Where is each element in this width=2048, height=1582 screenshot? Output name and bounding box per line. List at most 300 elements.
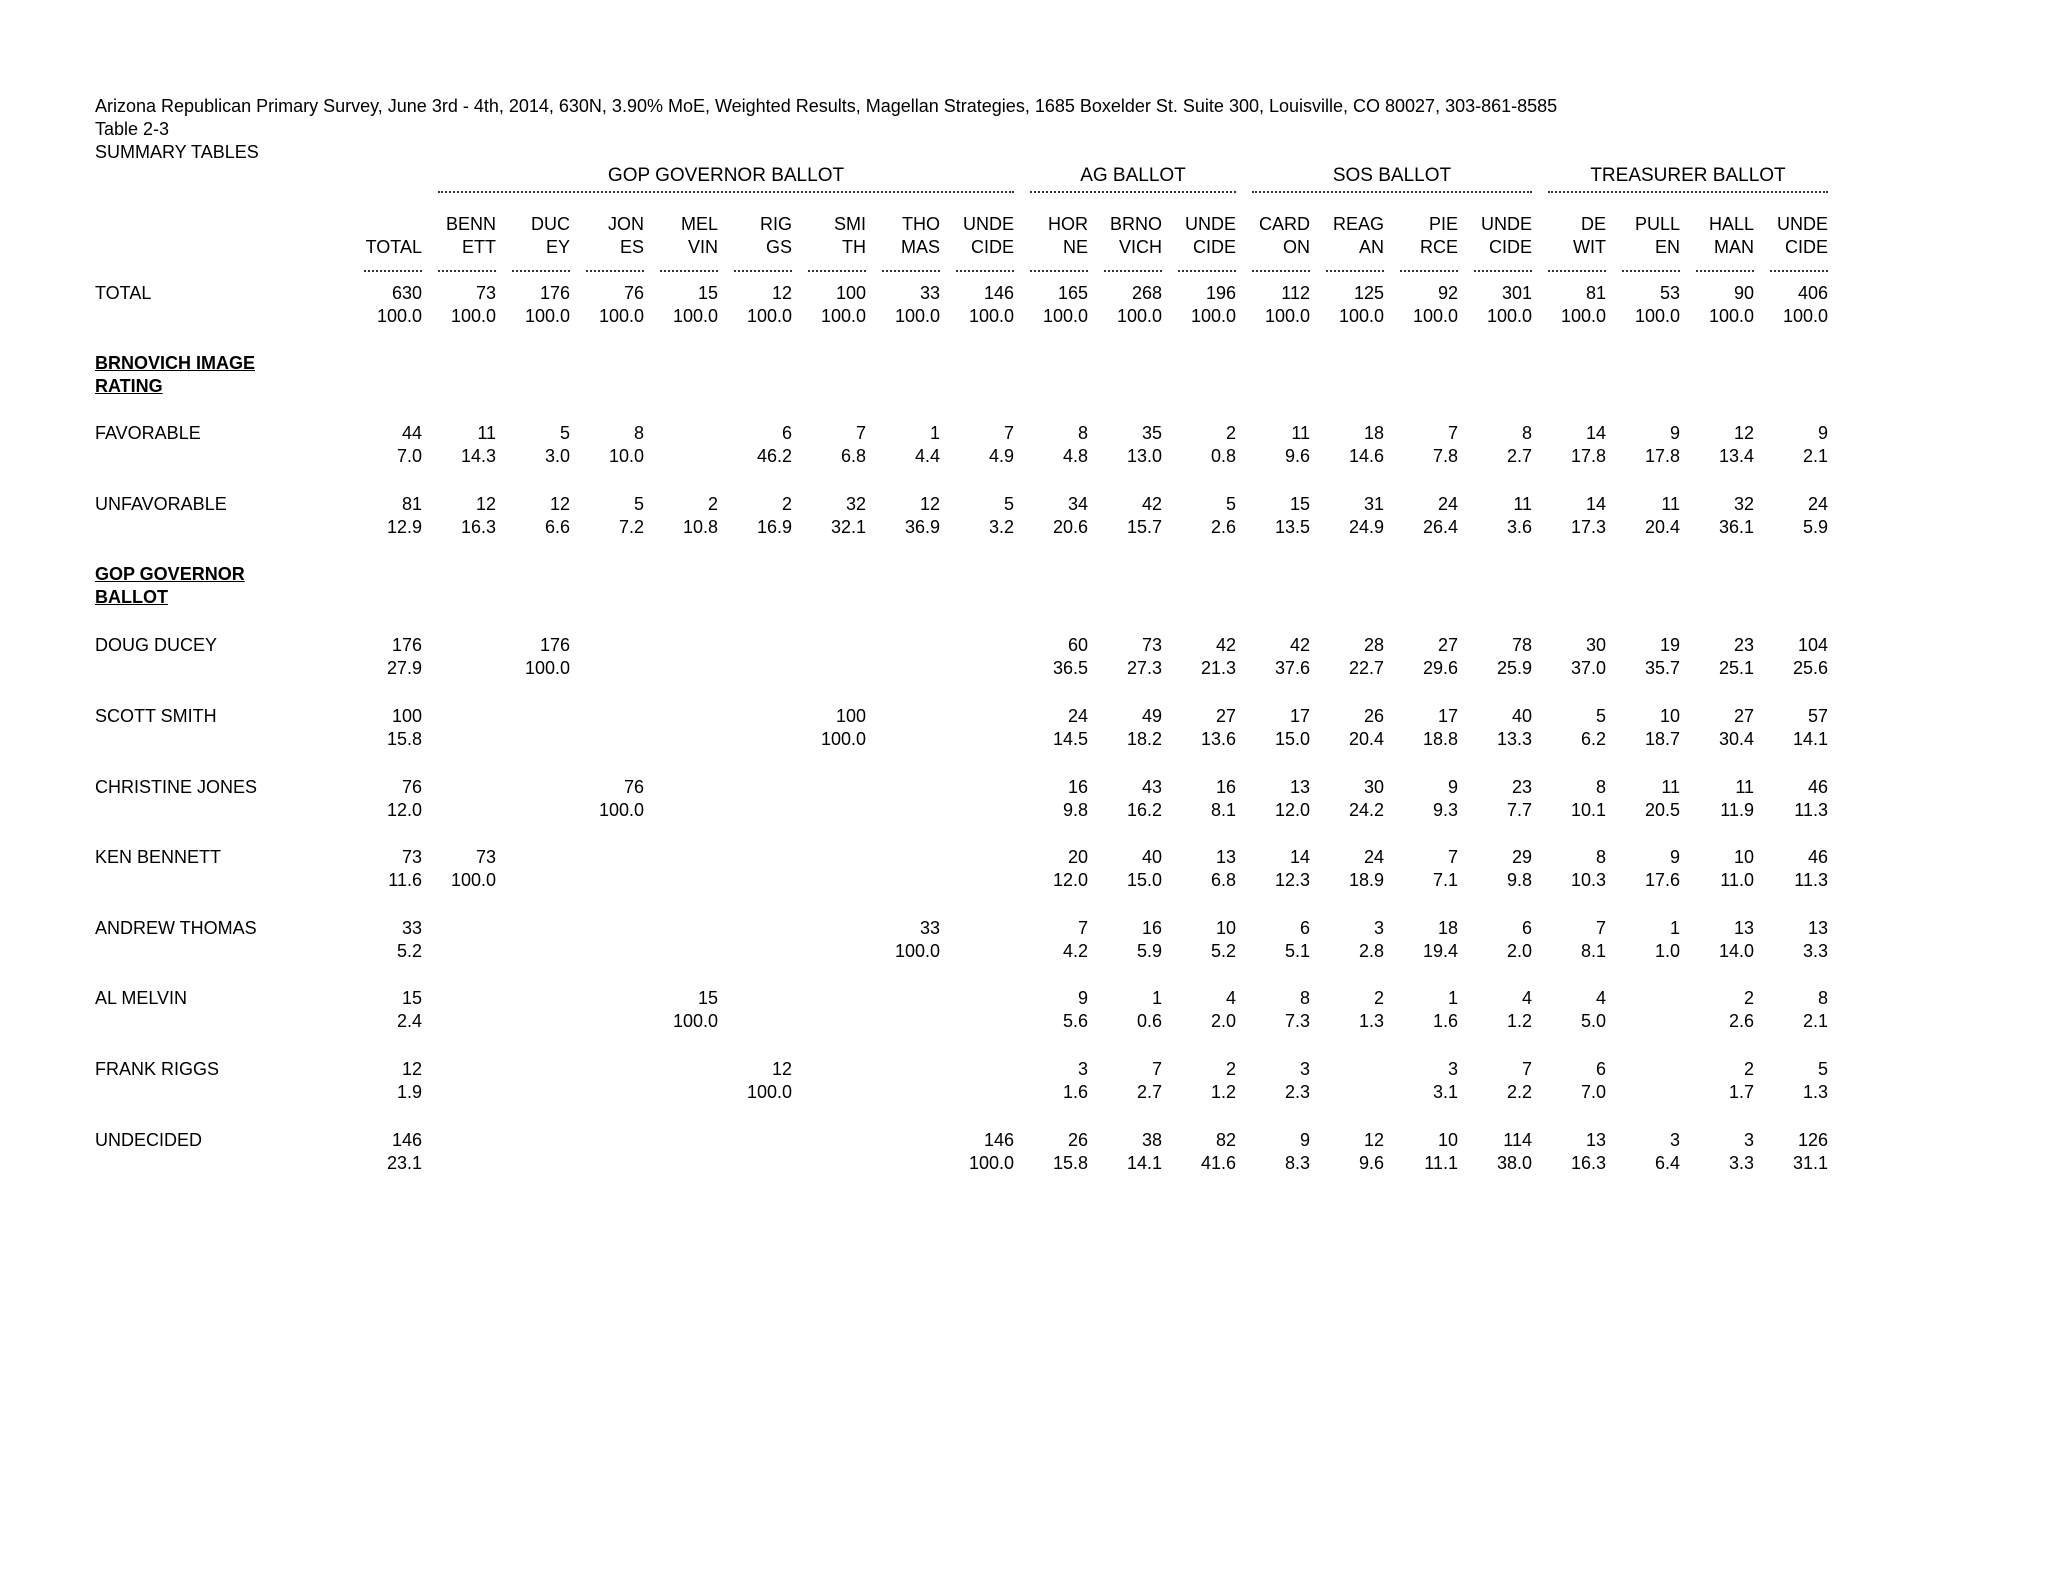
count-cell: 114 [1503,1130,1532,1150]
percent-cell: 14.6 [1348,446,1384,466]
count-cell: 18 [1363,423,1384,443]
column-header: DUC EY [531,214,570,257]
count-cell: 8 [633,423,644,443]
percent-cell: 18.8 [1422,729,1458,749]
column-header: RIG GS [759,214,792,257]
percent-cell: 10.3 [1570,870,1606,890]
count-cell: 100 [835,283,866,303]
count-cell: 7 [1447,847,1458,867]
count-cell: 20 [1067,847,1088,867]
percent-cell: 15.0 [1126,870,1162,890]
percent-cell: 100.0 [1560,306,1606,326]
count-cell: 8 [1299,988,1310,1008]
count-cell: 40 [1141,847,1162,867]
row-label: AL MELVIN [95,988,188,1008]
percent-cell: 6.6 [544,517,570,537]
count-cell: 8 [1595,847,1606,867]
count-cell: 31 [1363,494,1384,514]
column-rule [1622,270,1680,274]
percent-cell: 1.7 [1728,1082,1754,1102]
percent-cell: 6.2 [1580,729,1606,749]
percent-cell: 23.1 [386,1153,422,1173]
percent-cell: 1.6 [1432,1011,1458,1031]
count-cell: 8 [1595,777,1606,797]
percent-cell: 100.0 [450,306,496,326]
count-cell: 10 [1733,847,1754,867]
percent-cell: 1.3 [1358,1011,1384,1031]
column-rule [586,270,644,274]
column-header: TOTAL [365,237,422,257]
count-cell: 268 [1131,283,1162,303]
count-cell: 176 [539,635,570,655]
count-cell: 82 [1215,1130,1236,1150]
percent-cell: 12.9 [386,517,422,537]
count-cell: 27 [1733,706,1754,726]
percent-cell: 2.8 [1358,941,1384,961]
percent-cell: 100.0 [1338,306,1384,326]
count-cell: 3 [1669,1130,1680,1150]
count-cell: 4 [1595,988,1606,1008]
count-cell: 5 [1817,1059,1828,1079]
percent-cell: 38.0 [1496,1153,1532,1173]
table-subtitle: SUMMARY TABLES [95,142,259,162]
percent-cell: 100.0 [1634,306,1680,326]
percent-cell: 4.9 [988,446,1014,466]
percent-cell: 6.8 [1210,870,1236,890]
percent-cell: 22.7 [1348,658,1384,678]
column-rule [808,270,866,274]
count-cell: 46 [1807,847,1828,867]
count-cell: 44 [401,423,422,443]
column-header: CARD ON [1258,214,1310,257]
count-cell: 6 [1595,1059,1606,1079]
count-cell: 73 [475,283,496,303]
row-label: KEN BENNETT [95,847,222,867]
percent-cell: 27.3 [1126,658,1162,678]
count-cell: 9 [1077,988,1088,1008]
count-cell: 16 [1215,777,1236,797]
count-cell: 6 [1521,918,1532,938]
column-rule [882,270,940,274]
percent-cell: 7.1 [1432,870,1458,890]
count-cell: 23 [1733,635,1754,655]
count-cell: 24 [1363,847,1384,867]
section-heading: GOP GOVERNOR BALLOT [95,564,245,607]
column-header: BENN ETT [445,214,496,257]
banner-rule [1030,191,1236,196]
percent-cell: 11.9 [1720,800,1754,820]
count-cell: 146 [391,1130,422,1150]
percent-cell: 9.6 [1284,446,1310,466]
count-cell: 34 [1067,494,1088,514]
percent-cell: 100.0 [968,1153,1014,1173]
row-label: FAVORABLE [95,423,201,443]
percent-cell: 5.1 [1284,941,1310,961]
percent-cell: 100.0 [376,306,422,326]
count-cell: 13 [1807,918,1828,938]
count-cell: 27 [1215,706,1236,726]
count-cell: 73 [401,847,422,867]
count-cell: 146 [983,283,1014,303]
percent-cell: 15.0 [1274,729,1310,749]
percent-cell: 3.6 [1506,517,1532,537]
percent-cell: 18.7 [1644,729,1680,749]
row-label: FRANK RIGGS [95,1059,220,1079]
count-cell: 73 [1141,635,1162,655]
percent-cell: 0.6 [1136,1011,1162,1031]
count-cell: 26 [1067,1130,1088,1150]
percent-cell: 1.3 [1802,1082,1828,1102]
column-rule [1770,270,1828,274]
percent-cell: 7.0 [1580,1082,1606,1102]
percent-cell: 9.8 [1062,800,1088,820]
column-rule [956,270,1014,274]
count-cell: 32 [1733,494,1754,514]
row-label: SCOTT SMITH [95,706,217,726]
percent-cell: 24.2 [1348,800,1384,820]
column-header: THO MAS [900,214,940,257]
percent-cell: 11.3 [1794,870,1828,890]
percent-cell: 5.9 [1802,517,1828,537]
percent-cell: 32.1 [830,517,866,537]
count-cell: 92 [1437,283,1458,303]
percent-cell: 20.4 [1348,729,1384,749]
percent-cell: 5.9 [1136,941,1162,961]
count-cell: 1 [1151,988,1162,1008]
count-cell: 11 [1291,423,1310,443]
percent-cell: 11.0 [1720,870,1754,890]
percent-cell: 100.0 [820,306,866,326]
count-cell: 9 [1299,1130,1310,1150]
percent-cell: 41.6 [1200,1153,1236,1173]
count-cell: 10 [1437,1130,1458,1150]
row-label: CHRISTINE JONES [95,777,258,797]
percent-cell: 100.0 [820,729,866,749]
count-cell: 24 [1807,494,1828,514]
percent-cell: 16.3 [460,517,496,537]
percent-cell: 3.2 [988,517,1014,537]
percent-cell: 20.4 [1644,517,1680,537]
count-cell: 40 [1511,706,1532,726]
count-cell: 8 [1521,423,1532,443]
percent-cell: 100.0 [598,800,644,820]
percent-cell: 8.1 [1210,800,1236,820]
count-cell: 60 [1067,635,1088,655]
count-cell: 11 [1735,777,1754,797]
percent-cell: 1.2 [1210,1082,1236,1102]
count-cell: 16 [1067,777,1088,797]
percent-cell: 13.5 [1274,517,1310,537]
percent-cell: 20.5 [1644,800,1680,820]
count-cell: 126 [1797,1130,1828,1150]
count-cell: 1 [1669,918,1680,938]
percent-cell: 25.9 [1496,658,1532,678]
count-cell: 11 [1661,777,1680,797]
count-cell: 4 [1521,988,1532,1008]
column-rule [1548,270,1606,274]
count-cell: 27 [1437,635,1458,655]
count-cell: 38 [1141,1130,1162,1150]
percent-cell: 5.2 [1210,941,1236,961]
count-cell: 11 [477,423,496,443]
percent-cell: 0.8 [1210,446,1236,466]
percent-cell: 2.7 [1506,446,1532,466]
count-cell: 100 [391,706,422,726]
percent-cell: 30.4 [1718,729,1754,749]
count-cell: 13 [1289,777,1310,797]
column-rule [660,270,718,274]
percent-cell: 100.0 [968,306,1014,326]
count-cell: 15 [401,988,422,1008]
count-cell: 12 [1363,1130,1384,1150]
count-cell: 2 [781,494,792,514]
column-rule [1030,270,1088,274]
banner-sos-ballot: SOS BALLOT [1332,165,1452,186]
percent-cell: 15.8 [386,729,422,749]
count-cell: 33 [919,283,940,303]
percent-cell: 29.6 [1422,658,1458,678]
percent-cell: 11.1 [1424,1153,1458,1173]
count-cell: 5 [1595,706,1606,726]
percent-cell: 13.3 [1496,729,1532,749]
count-cell: 100 [835,706,866,726]
banner-rule [1548,191,1828,196]
column-header: UNDE CIDE [1184,214,1236,257]
count-cell: 30 [1585,635,1606,655]
percent-cell: 7.0 [396,446,422,466]
column-header: REAG AN [1332,214,1384,257]
banner-rule [1252,191,1532,196]
count-cell: 176 [391,635,422,655]
percent-cell: 100.0 [1708,306,1754,326]
percent-cell: 21.3 [1200,658,1236,678]
percent-cell: 20.6 [1052,517,1088,537]
row-label: DOUG DUCEY [95,635,218,655]
percent-cell: 5.6 [1062,1011,1088,1031]
percent-cell: 46.2 [756,446,792,466]
count-cell: 9 [1817,423,1828,443]
count-cell: 57 [1807,706,1828,726]
count-cell: 17 [1437,706,1458,726]
percent-cell: 14.0 [1718,941,1754,961]
percent-cell: 3.1 [1432,1082,1458,1102]
count-cell: 28 [1363,635,1384,655]
percent-cell: 7.3 [1284,1011,1310,1031]
count-cell: 7 [1521,1059,1532,1079]
percent-cell: 1.2 [1506,1011,1532,1031]
column-header: HOR NE [1048,214,1088,257]
percent-cell: 11.3 [1794,800,1828,820]
count-cell: 42 [1141,494,1162,514]
percent-cell: 35.7 [1644,658,1680,678]
count-cell: 4 [1225,988,1236,1008]
count-cell: 43 [1141,777,1162,797]
percent-cell: 100.0 [1042,306,1088,326]
count-cell: 1 [1447,988,1458,1008]
percent-cell: 6.8 [840,446,866,466]
percent-cell: 25.1 [1718,658,1754,678]
percent-cell: 13.0 [1126,446,1162,466]
count-cell: 11 [1513,494,1532,514]
column-rule [1400,270,1458,274]
percent-cell: 24.9 [1348,517,1384,537]
percent-cell: 100.0 [1782,306,1828,326]
count-cell: 3 [1373,918,1384,938]
count-cell: 2 [707,494,718,514]
percent-cell: 13.4 [1718,446,1754,466]
percent-cell: 5.2 [396,941,422,961]
percent-cell: 100.0 [1264,306,1310,326]
percent-cell: 10.0 [608,446,644,466]
count-cell: 6 [781,423,792,443]
percent-cell: 26.4 [1422,517,1458,537]
percent-cell: 100.0 [894,941,940,961]
percent-cell: 31.1 [1792,1153,1828,1173]
percent-cell: 18.9 [1348,870,1384,890]
percent-cell: 2.0 [1210,1011,1236,1031]
count-cell: 19 [1659,635,1680,655]
count-cell: 5 [1225,494,1236,514]
count-cell: 13 [1585,1130,1606,1150]
column-rule [1326,270,1384,274]
count-cell: 9 [1669,423,1680,443]
percent-cell: 4.8 [1062,446,1088,466]
column-header: MEL VIN [680,214,718,257]
count-cell: 10 [1659,706,1680,726]
percent-cell: 15.7 [1126,517,1162,537]
count-cell: 53 [1659,283,1680,303]
percent-cell: 2.1 [1802,446,1828,466]
percent-cell: 13.6 [1200,729,1236,749]
percent-cell: 100.0 [746,306,792,326]
count-cell: 90 [1733,283,1754,303]
column-rule [734,270,792,274]
count-cell: 33 [401,918,422,938]
percent-cell: 4.4 [914,446,940,466]
count-cell: 3 [1299,1059,1310,1079]
percent-cell: 100.0 [1116,306,1162,326]
count-cell: 10 [1215,918,1236,938]
count-cell: 23 [1511,777,1532,797]
count-cell: 7 [1077,918,1088,938]
percent-cell: 100.0 [746,1082,792,1102]
count-cell: 7 [1151,1059,1162,1079]
count-cell: 196 [1205,283,1236,303]
count-cell: 5 [559,423,570,443]
count-cell: 13 [1733,918,1754,938]
survey-title: Arizona Republican Primary Survey, June 3rd - 4th, 2014, 630N, 3.90% MoE, Weighted Results, Magellan Strategies, 1685 Boxelder St. Suite 300, Louisville, CO 80027, 303-861-8585 [95,96,1558,116]
count-cell: 12 [401,1059,422,1079]
percent-cell: 9.8 [1506,870,1532,890]
count-cell: 125 [1353,283,1384,303]
percent-cell: 1.9 [396,1082,422,1102]
row-label: UNFAVORABLE [95,494,227,514]
count-cell: 6 [1299,918,1310,938]
count-cell: 8 [1077,423,1088,443]
count-cell: 2 [1225,423,1236,443]
count-cell: 9 [1669,847,1680,867]
percent-cell: 12.0 [386,800,422,820]
percent-cell: 100.0 [524,306,570,326]
count-cell: 176 [539,283,570,303]
percent-cell: 1.0 [1654,941,1680,961]
percent-cell: 37.0 [1570,658,1606,678]
percent-cell: 100.0 [1412,306,1458,326]
count-cell: 7 [1447,423,1458,443]
percent-cell: 14.1 [1126,1153,1162,1173]
column-header: UNDE CIDE [1776,214,1828,257]
percent-cell: 12.0 [1052,870,1088,890]
column-rule [1178,270,1236,274]
percent-cell: 100.0 [1190,306,1236,326]
percent-cell: 36.5 [1052,658,1088,678]
count-cell: 29 [1511,847,1532,867]
percent-cell: 2.0 [1506,941,1532,961]
percent-cell: 8.1 [1580,941,1606,961]
table-number: Table 2-3 [95,119,170,139]
count-cell: 12 [1733,423,1754,443]
count-cell: 9 [1447,777,1458,797]
percent-cell: 3.3 [1802,941,1828,961]
percent-cell: 100.0 [672,1011,718,1031]
banner-gop-governor-ballot: GOP GOVERNOR BALLOT [607,165,845,186]
column-rule [438,270,496,274]
count-cell: 46 [1807,777,1828,797]
banner-treasurer-ballot: TREASURER BALLOT [1590,165,1786,186]
percent-cell: 27.9 [386,658,422,678]
percent-cell: 17.8 [1644,446,1680,466]
count-cell: 7 [1003,423,1014,443]
count-cell: 49 [1141,706,1162,726]
count-cell: 2 [1225,1059,1236,1079]
count-cell: 15 [697,988,718,1008]
column-rule [1252,270,1310,274]
count-cell: 81 [1585,283,1606,303]
percent-cell: 100.0 [1486,306,1532,326]
count-cell: 5 [633,494,644,514]
count-cell: 24 [1437,494,1458,514]
percent-cell: 100.0 [450,870,496,890]
column-header: UNDE CIDE [962,214,1014,257]
percent-cell: 2.2 [1506,1082,1532,1102]
count-cell: 30 [1363,777,1384,797]
percent-cell: 2.1 [1802,1011,1828,1031]
column-rule [1696,270,1754,274]
percent-cell: 10.1 [1570,800,1606,820]
count-cell: 14 [1585,494,1606,514]
count-cell: 146 [983,1130,1014,1150]
count-cell: 12 [475,494,496,514]
count-cell: 11 [1661,494,1680,514]
row-label: TOTAL [95,283,152,303]
percent-cell: 100.0 [598,306,644,326]
percent-cell: 2.3 [1284,1082,1310,1102]
count-cell: 12 [919,494,940,514]
percent-cell: 16.9 [756,517,792,537]
count-cell: 15 [697,283,718,303]
percent-cell: 2.6 [1210,517,1236,537]
count-cell: 2 [1373,988,1384,1008]
count-cell: 13 [1215,847,1236,867]
column-rule [364,270,422,274]
percent-cell: 16.2 [1126,800,1162,820]
column-header: BRNO VICH [1109,214,1162,257]
count-cell: 33 [919,918,940,938]
count-cell: 12 [771,283,792,303]
count-cell: 3 [1743,1130,1754,1150]
percent-cell: 36.9 [904,517,940,537]
percent-cell: 37.6 [1274,658,1310,678]
